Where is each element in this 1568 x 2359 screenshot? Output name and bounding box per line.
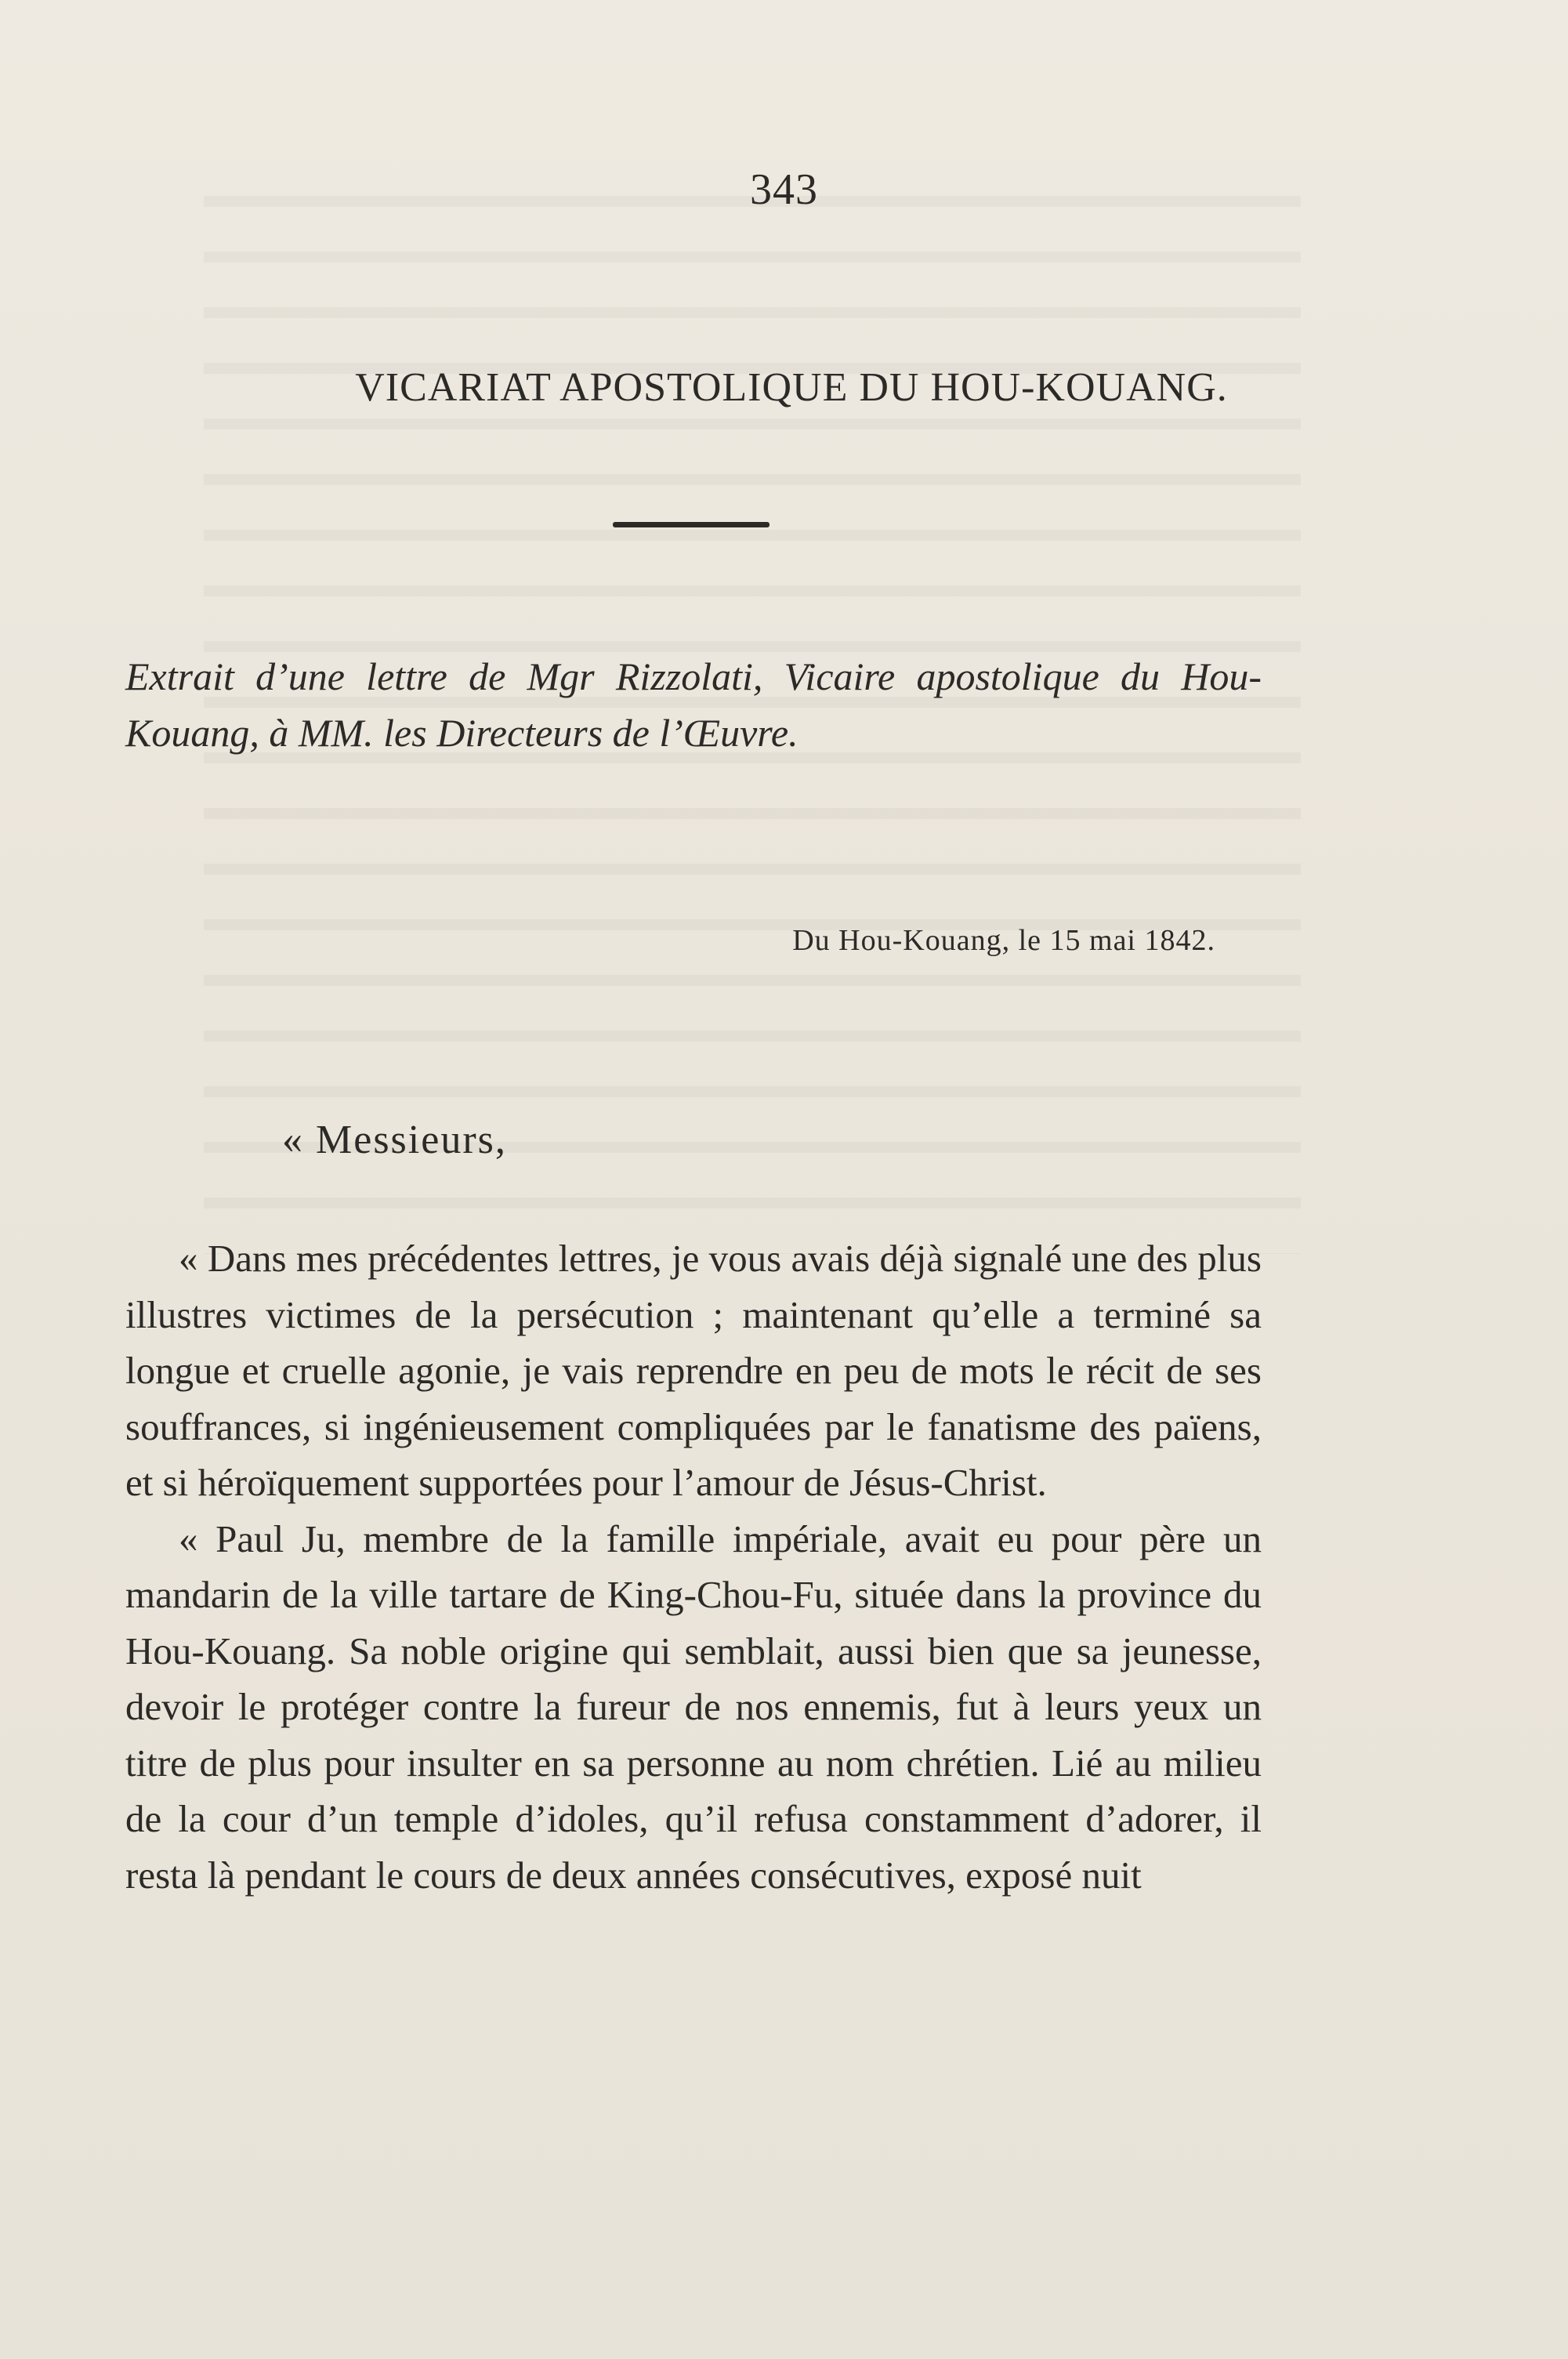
- salutation: « Messieurs,: [282, 1118, 507, 1162]
- section-title: VICARIAT APOSTOLIQUE DU HOU-KOUANG.: [355, 365, 1228, 410]
- paragraph-2: « Paul Ju, membre de la famille impériale, avait eu pour père un mandarin de la ville tartare de King-Chou-Fu, située dans la province du Hou-Kouang. Sa noble origine qui semblait, aussi bien que sa jeunesse, devoir le protéger contre la fureur de nos ennemis, fut à leurs yeux un titre de plus pour insulter en sa personne au nom chrétien. Lié au milieu de la cour d’un temple d’idoles, qu’il refusa constamment d’adorer, il resta là pendant le cours de deux années consécutives, exposé nuit: [125, 1516, 1262, 1897]
- title-rule: [613, 522, 770, 527]
- paragraph-1: « Dans mes précédentes lettres, je vous avais déjà signalé une des plus illustres victimes de la persécution ; maintenant qu’elle a terminé sa longue et cruelle agonie, je vais reprendre en peu de mots le récit de ses souffrances, si ingénieusement compliquées par le fanatisme des païens, et si héroïquement supportées pour l’amour de Jésus-Christ.: [125, 1237, 1262, 1504]
- dateline: Du Hou-Kouang, le 15 mai 1842.: [792, 924, 1215, 957]
- page-number: 343: [750, 165, 818, 214]
- extract-heading: Extrait d’une lettre de Mgr Rizzolati, Vicaire apostolique du Hou-Kouang, à MM. les Directeurs de l’Œuvre.: [125, 654, 1262, 755]
- letter-body: [125, 1230, 1262, 1903]
